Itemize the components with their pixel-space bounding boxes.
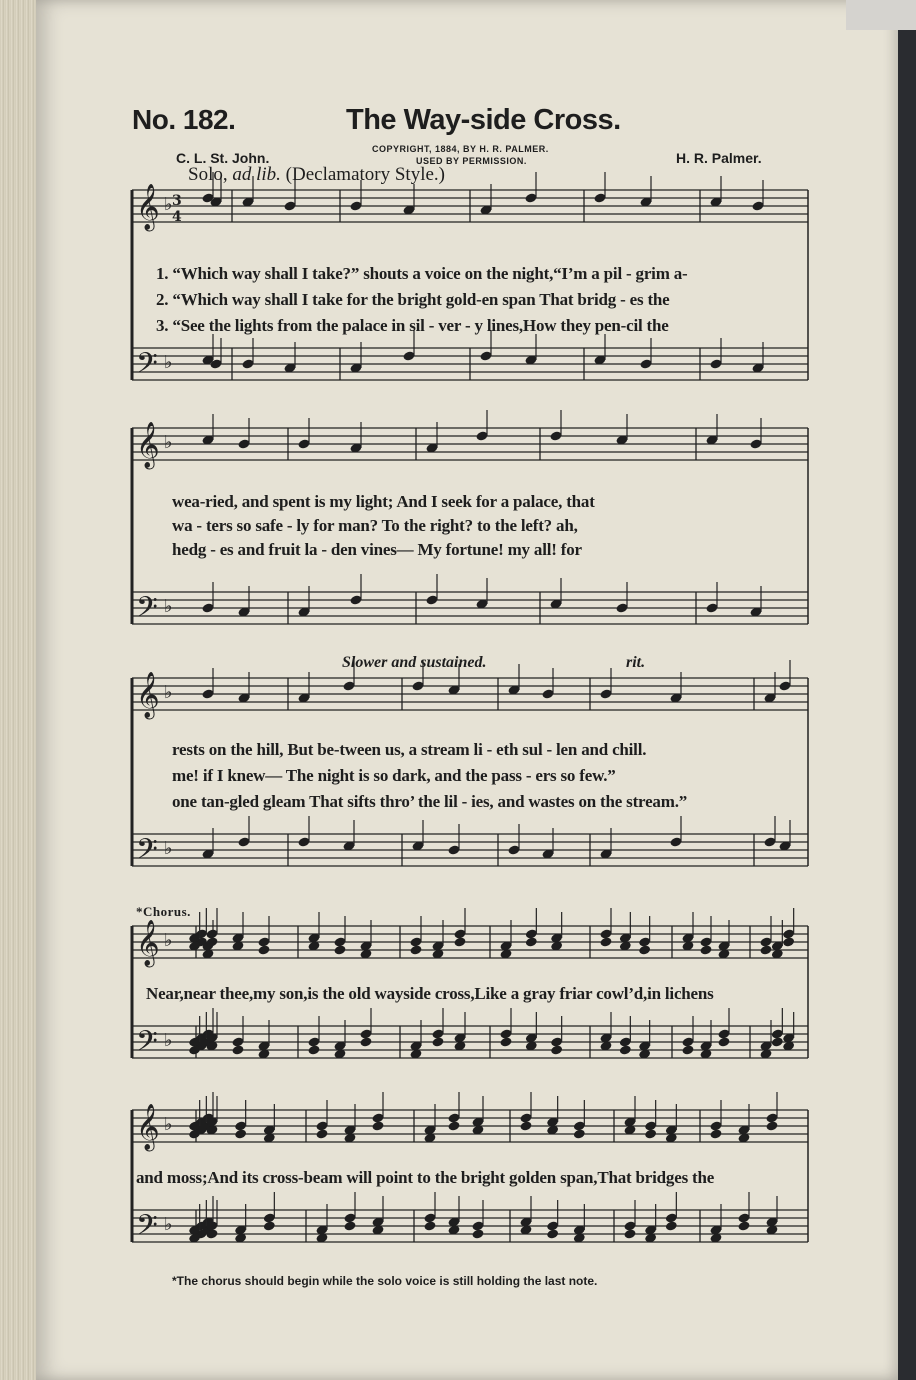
note-head (315, 1128, 328, 1139)
key-flat-icon: ♭ (164, 352, 173, 373)
chorus-lyric-line-1: Near,near thee,my son,is the old wayside cross,Like a gray friar cowl’d,in lichens (146, 984, 714, 1003)
key-flat-icon: ♭ (164, 432, 173, 453)
tempo-direction-slower: Slower and sustained. (342, 654, 487, 671)
note-head (263, 1220, 276, 1231)
hymn-title: The Way-side Cross. (346, 104, 621, 136)
key-flat-icon: ♭ (164, 1114, 173, 1135)
chorus-lyric-line-2: and moss;And its cross-beam will point to the bright golden span,That bridges the (136, 1168, 715, 1187)
chorus-footnote: *The chorus should begin while the solo voice is still holding the last note. (172, 1274, 598, 1288)
note-head (619, 1044, 632, 1055)
note-head (782, 936, 795, 947)
verse-1-line-1: 1. “Which way shall I take?” shouts a voice on the night,“I’m a pil - grim a- (156, 264, 688, 283)
tempo-direction-rit: rit. (626, 654, 646, 671)
treble-clef-icon: 𝄞 (136, 1104, 160, 1150)
treble-clef-icon: 𝄞 (136, 920, 160, 966)
verse-2-line-1: 2. “Which way shall I take for the bright gold-en span That bridg - es the (156, 290, 670, 309)
note-head (550, 1044, 563, 1055)
bass-clef-icon: 𝄢 (136, 833, 158, 873)
copyright-notice: COPYRIGHT, 1884, BY H. R. PALMER. (372, 144, 549, 154)
note-head (453, 936, 466, 947)
bass-clef-icon: 𝄢 (136, 591, 158, 631)
note-head (623, 1228, 636, 1239)
note-head (359, 1036, 372, 1047)
time-signature-bottom: 4 (172, 209, 182, 225)
key-flat-icon: ♭ (164, 596, 173, 617)
note-head (709, 1128, 722, 1139)
note-head (231, 1044, 244, 1055)
key-flat-icon: ♭ (164, 1030, 173, 1051)
time-signature-top: 3 (172, 193, 182, 209)
note-head (257, 944, 270, 955)
solo-label: Solo, (188, 164, 228, 185)
note-head (638, 944, 651, 955)
note-head (759, 944, 772, 955)
ad-lib-label: ad lib. (232, 164, 281, 185)
verse-3-line-2: hedg - es and fruit la - den vines— My fortune! my all! for (172, 540, 582, 559)
note-head (765, 1120, 778, 1131)
verse-2-line-2: wa - ters so safe - ly for man? To the right? to the left? ah, (172, 516, 578, 535)
note-head (573, 1128, 586, 1139)
note-head (343, 1220, 356, 1231)
bass-clef-icon: 𝄢 (136, 1025, 158, 1065)
note-head (499, 1036, 512, 1047)
note-head (681, 1044, 694, 1055)
note-head (423, 1220, 436, 1231)
treble-clef-icon: 𝄞 (136, 672, 160, 718)
note-head (525, 936, 538, 947)
key-flat-icon: ♭ (164, 194, 173, 215)
permission-notice: USED BY PERMISSION. (416, 156, 527, 166)
treble-clef-icon: 𝄞 (136, 184, 160, 230)
note-head (644, 1128, 657, 1139)
note-head (519, 1120, 532, 1131)
verse-1-line-3: rests on the hill, But be-tween us, a stream li - eth sul - len and chill. (172, 740, 647, 759)
note-head (333, 944, 346, 955)
note-head (737, 1220, 750, 1231)
note-head (471, 1228, 484, 1239)
chorus-heading: *Chorus. (136, 904, 191, 919)
bass-clef-icon: 𝄢 (136, 1209, 158, 1249)
declamatory-style-label: (Declamatory Style.) (285, 164, 446, 185)
note-head (599, 936, 612, 947)
solo-direction (188, 164, 445, 186)
note-head (699, 944, 712, 955)
key-flat-icon: ♭ (164, 682, 173, 703)
note-head (431, 1036, 444, 1047)
lyricist-credit: C. L. St. John. (176, 150, 270, 166)
note-head (234, 1128, 247, 1139)
key-flat-icon: ♭ (164, 1214, 173, 1235)
verse-3-line-1: 3. “See the lights from the palace in sil - ver - y lines,How they pen-cil the (156, 316, 669, 335)
composer-credit: H. R. Palmer. (676, 150, 762, 166)
verse-1-line-2: wea-ried, and spent is my light; And I seek for a palace, that (172, 492, 595, 511)
note-head (665, 1220, 678, 1231)
key-flat-icon: ♭ (164, 838, 173, 859)
note-head (717, 1036, 730, 1047)
verse-2-line-3: me! if I knew— The night is so dark, and the pass - ers so few.” (172, 766, 616, 785)
key-flat-icon: ♭ (164, 930, 173, 951)
note-head (546, 1228, 559, 1239)
note-head (371, 1120, 384, 1131)
hymn-number: No. 182. (132, 104, 236, 135)
bass-clef-icon: 𝄢 (136, 347, 158, 387)
treble-clef-icon: 𝄞 (136, 422, 160, 468)
verse-3-line-3: one tan-gled gleam That sifts thro’ the lil - ies, and wastes on the stream.” (172, 792, 688, 811)
note-head (771, 1036, 784, 1047)
note-head (447, 1120, 460, 1131)
note-head (409, 944, 422, 955)
note-head (307, 1044, 320, 1055)
